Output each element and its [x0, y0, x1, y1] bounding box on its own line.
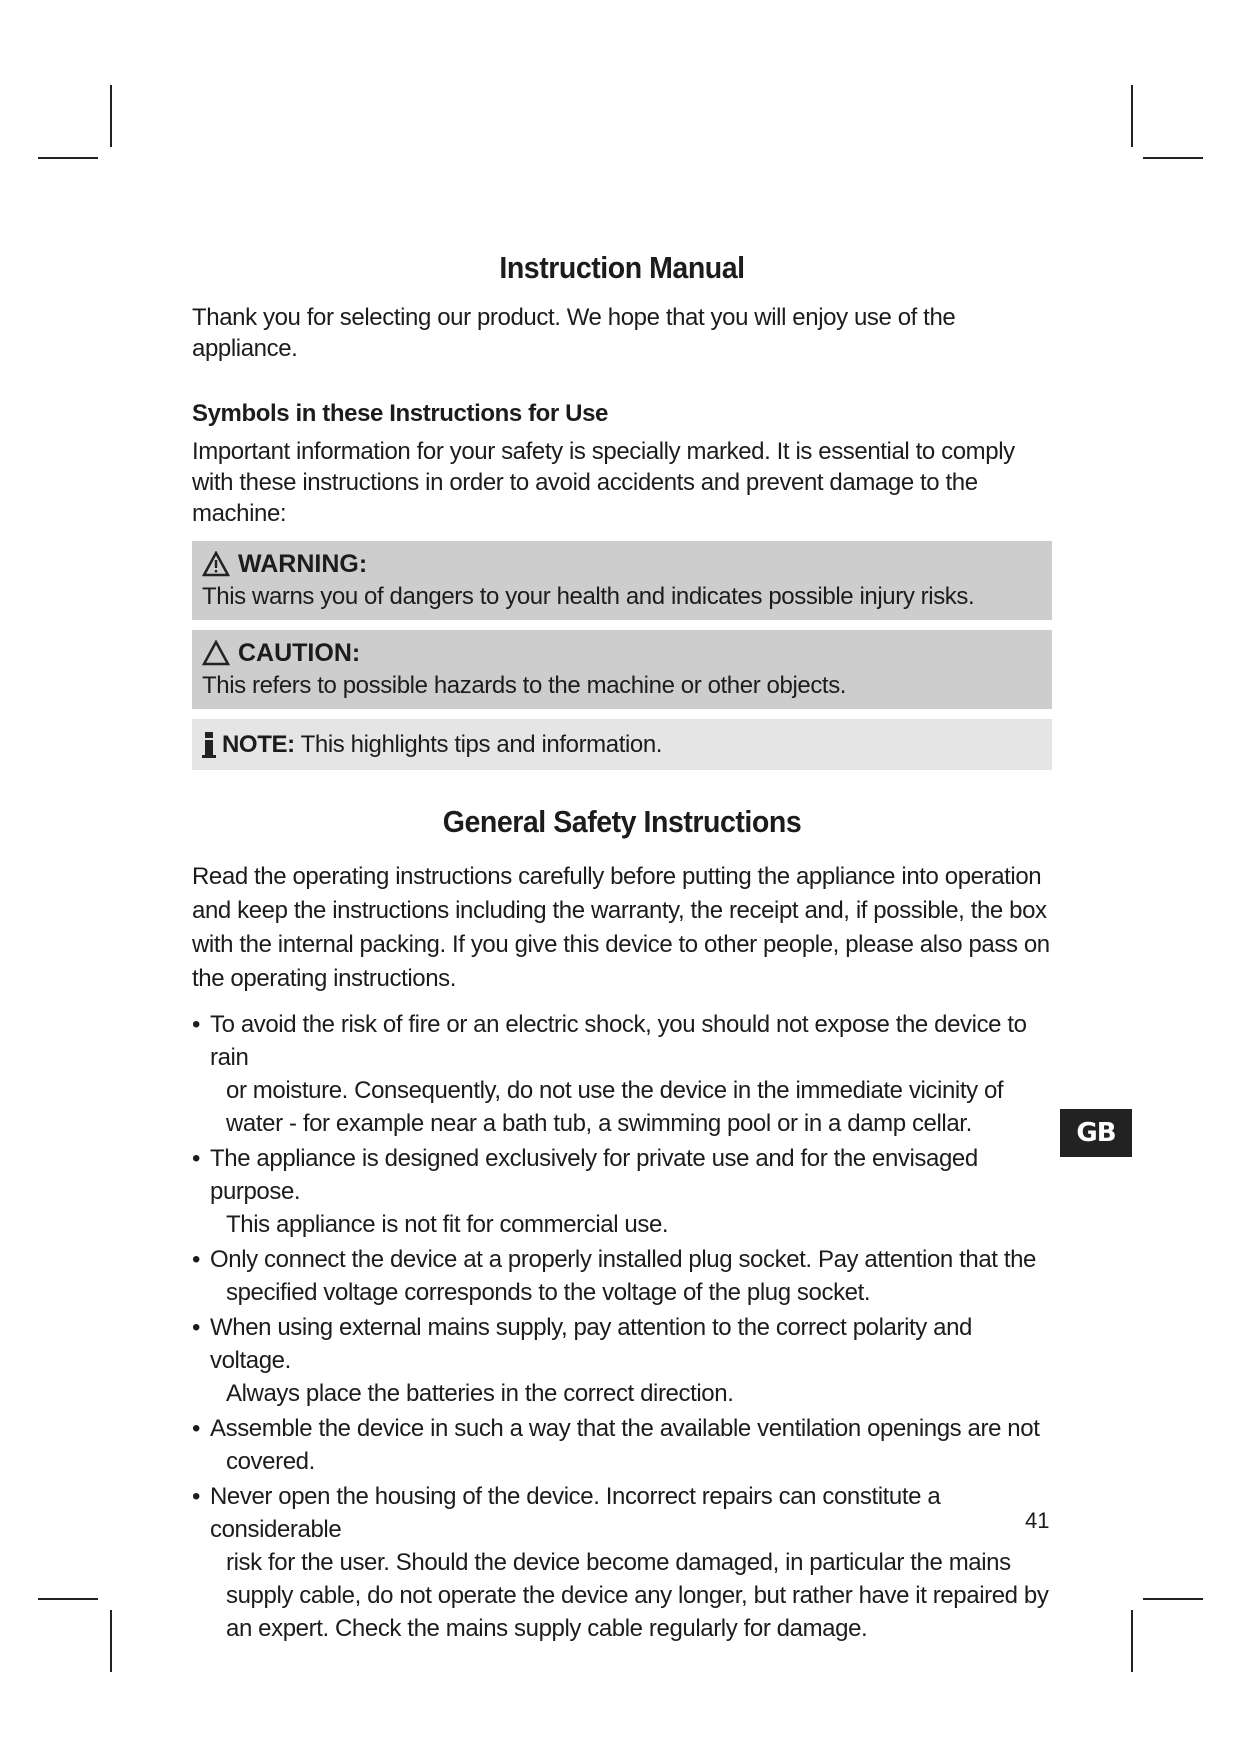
crop-mark-bottom-left-horizontal [38, 1598, 98, 1600]
list-item: • The appliance is designed exclusively for private use and for the envisaged purpose. This appliance is not fit for commercial use. [192, 1142, 1052, 1241]
note-text: This highlights tips and information. [300, 731, 663, 758]
list-item: • When using external mains supply, pay attention to the correct polarity and voltage. Always place the batteries in the correct direction. [192, 1311, 1052, 1410]
safety-list [192, 1008, 1052, 1645]
caution-triangle-icon [202, 640, 230, 666]
note-label: NOTE: [222, 731, 295, 758]
crop-mark-bottom-right-horizontal [1143, 1598, 1203, 1600]
warning-text: This warns you of dangers to your health and indicates possible injury risks. [202, 583, 975, 610]
warning-label: WARNING: [238, 550, 368, 578]
caution-label: CAUTION: [238, 639, 361, 667]
warning-triangle-icon [202, 551, 230, 577]
crop-mark-top-left-vertical [110, 85, 112, 147]
crop-mark-top-right-vertical [1131, 85, 1133, 147]
general-safety-heading: General Safety Instructions [442, 804, 802, 839]
list-item: • Only connect the device at a properly installed plug socket. Pay attention that the specified voltage corresponds to the voltage of the plug socket. [192, 1243, 1052, 1309]
page-content [192, 250, 1052, 1647]
crop-mark-bottom-right-vertical [1131, 1610, 1133, 1672]
symbols-text: Important information for your safety is specially marked. It is essential to comply with these instructions in order to avoid accidents and prevent damage to the machine: [192, 438, 1015, 527]
page-title: Instruction Manual [499, 250, 745, 285]
general-safety-text: Read the operating instructions carefully before putting the appliance into operation and keep the instructions including the warranty, the receipt and, if possible, the box with the internal packing. If you give this device to other people, please also pass on the operating instructions. [192, 863, 1050, 992]
crop-mark-top-right-horizontal [1143, 157, 1203, 159]
list-item: • To avoid the risk of fire or an electric shock, you should not expose the device to rain or moisture. Consequently, do not use the device in the immediate vicinity of water - for example near a bath tub, a swimming pool or in a damp cellar. [192, 1008, 1052, 1140]
list-item: • Never open the housing of the device. Incorrect repairs can constitute a considerable risk for the user. Should the device become damaged, in particular the mains supply cable, do not operate the device any longer, but rather have it repaired by an expert. Check the mains supply cable regularly for damage. [192, 1480, 1052, 1645]
caution-box [192, 630, 1052, 709]
warning-box [192, 541, 1052, 620]
caution-text: This refers to possible hazards to the machine or other objects. [202, 672, 847, 699]
crop-mark-top-left-horizontal [38, 157, 98, 159]
symbols-heading: Symbols in these Instructions for Use [192, 400, 608, 427]
info-icon [202, 731, 216, 759]
page-number: 41 [1025, 1508, 1050, 1533]
list-item: • Assemble the device in such a way that the available ventilation openings are not covered. [192, 1412, 1052, 1478]
crop-mark-bottom-left-vertical [110, 1610, 112, 1672]
note-box [192, 719, 1052, 770]
language-tab: GB [1060, 1109, 1132, 1157]
intro-text: Thank you for selecting our product. We hope that you will enjoy use of the appliance. [192, 304, 956, 362]
